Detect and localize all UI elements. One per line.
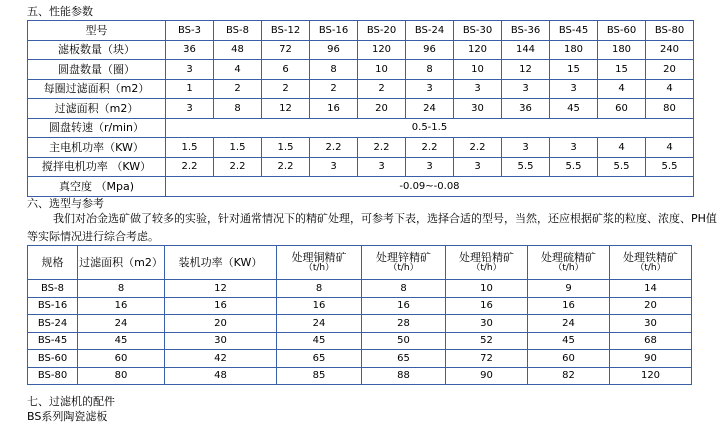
row-label: BS-45	[28, 332, 78, 350]
table-cell: 60	[598, 99, 646, 119]
table-cell: 48	[214, 40, 262, 60]
table-row	[28, 177, 694, 197]
table-row	[28, 138, 694, 158]
table-cell: 30	[446, 315, 528, 333]
table-cell: 10	[454, 60, 502, 80]
model-header-cell: BS-60	[598, 21, 646, 41]
table-row	[28, 40, 694, 60]
table-cell: 3	[406, 79, 454, 99]
table-cell: 65	[277, 350, 362, 368]
model-header-cell: BS-16	[310, 21, 358, 41]
table-cell: 16	[528, 297, 610, 315]
row-label: 圆盘数量（圈）	[28, 60, 166, 80]
model-header-cell: BS-45	[550, 21, 598, 41]
table-cell: 12	[502, 60, 550, 80]
row-label: 搅拌电机功率 （KW）	[28, 157, 166, 177]
column-header-label: 处理锌精矿	[376, 250, 431, 264]
table-cell: 85	[277, 367, 362, 385]
table-cell: 45	[78, 332, 165, 350]
table-cell: 4	[598, 138, 646, 158]
column-header-label: 装机功率（KW）	[178, 256, 263, 269]
table-cell: 96	[310, 40, 358, 60]
table-cell: 80	[78, 367, 165, 385]
column-header	[277, 246, 362, 280]
table-cell: 60	[528, 350, 610, 368]
column-header-label: 处理铜精矿	[291, 250, 347, 264]
table-cell: 3	[310, 157, 358, 177]
performance-table	[27, 20, 694, 197]
column-header	[28, 246, 78, 280]
table-cell: 2.2	[262, 157, 310, 177]
table-header-row	[28, 21, 694, 41]
table-cell: 1.5	[262, 138, 310, 158]
table-cell: 4	[214, 60, 262, 80]
table-cell: 3	[502, 138, 550, 158]
table-cell: 8	[78, 280, 165, 298]
column-header	[610, 246, 692, 280]
table-cell: 20	[358, 99, 406, 119]
table-row	[28, 350, 692, 368]
table-cell: 5.5	[598, 157, 646, 177]
column-header-unit: （t/h）	[303, 262, 335, 273]
table-cell: 90	[446, 367, 528, 385]
table-cell: 88	[362, 367, 446, 385]
model-header-cell: BS-80	[646, 21, 694, 41]
column-header	[362, 246, 446, 280]
column-header	[446, 246, 528, 280]
column-header-unit: （t/h）	[635, 262, 666, 273]
column-header-label: 处理铁精矿	[623, 250, 678, 264]
table-cell: 16	[446, 297, 528, 315]
table-cell: 3	[406, 157, 454, 177]
table-row	[28, 315, 692, 333]
table-cell: 1.5	[214, 138, 262, 158]
column-header	[528, 246, 610, 280]
speed-value: 0.5-1.5	[166, 118, 694, 138]
section5-title: 五、性能参数	[27, 5, 93, 18]
table-cell: 36	[166, 40, 214, 60]
table-row	[28, 332, 692, 350]
column-header-unit: （t/h）	[471, 262, 502, 273]
table-header-row	[28, 246, 692, 280]
table-cell: 4	[646, 138, 694, 158]
model-header-cell: BS-20	[358, 21, 406, 41]
column-header-unit: （t/h）	[388, 262, 419, 273]
table-cell: 68	[610, 332, 692, 350]
table-cell: 3	[550, 138, 598, 158]
section7-subtitle: BS系列陶瓷滤板	[27, 410, 108, 423]
table-cell: 30	[454, 99, 502, 119]
table-cell: 96	[406, 40, 454, 60]
table-row	[28, 79, 694, 99]
row-label: BS-24	[28, 315, 78, 333]
column-header	[165, 246, 277, 280]
table-cell: 2.2	[454, 138, 502, 158]
table-cell: 2.2	[406, 138, 454, 158]
table-cell: 82	[528, 367, 610, 385]
row-label: 每圈过滤面积（m2）	[28, 79, 166, 99]
table-cell: 15	[598, 60, 646, 80]
table-cell: 45	[528, 332, 610, 350]
table-cell: 24	[406, 99, 454, 119]
table-cell: 24	[277, 315, 362, 333]
table-cell: 3	[502, 79, 550, 99]
table-cell: 144	[502, 40, 550, 60]
model-header-label: 型号	[28, 21, 166, 41]
table-cell: 1	[166, 79, 214, 99]
table-cell: 36	[502, 99, 550, 119]
table-cell: 65	[362, 350, 446, 368]
table-cell: 30	[165, 332, 277, 350]
table-cell: 3	[454, 79, 502, 99]
selection-paragraph: 我们对冶金选矿做了较多的实验，针对通常情况下的精矿处理，可参考下表，选择合适的型号，当然，还应根据矿浆的粒度、浓度、PH值等实际情况进行综合考虑。	[27, 212, 717, 243]
table-cell: 72	[262, 40, 310, 60]
table-cell: 4	[646, 79, 694, 99]
table-cell: 45	[277, 332, 362, 350]
table-cell: 8	[406, 60, 454, 80]
table-cell: 2	[262, 79, 310, 99]
table-cell: 45	[550, 99, 598, 119]
row-label: BS-16	[28, 297, 78, 315]
model-header-cell: BS-12	[262, 21, 310, 41]
table-cell: 16	[277, 297, 362, 315]
row-label: BS-8	[28, 280, 78, 298]
table-cell: 2.2	[358, 138, 406, 158]
table-cell: 10	[446, 280, 528, 298]
table-cell: 8	[362, 280, 446, 298]
table-cell: 180	[598, 40, 646, 60]
column-header-label: 规格	[41, 256, 64, 269]
row-label: 圆盘转速（r/min）	[28, 118, 166, 138]
table-cell: 16	[165, 297, 277, 315]
table-row	[28, 280, 692, 298]
table-cell: 8	[277, 280, 362, 298]
table-cell: 15	[550, 60, 598, 80]
table-row	[28, 99, 694, 119]
section6-title: 六、选型与参考	[27, 197, 104, 210]
model-header-cell: BS-24	[406, 21, 454, 41]
table-cell: 2	[214, 79, 262, 99]
row-label: 真空度 （Mpa)	[28, 177, 166, 197]
table-cell: 24	[528, 315, 610, 333]
table-cell: 3	[166, 60, 214, 80]
table-cell: 2.2	[214, 157, 262, 177]
table-cell: 48	[165, 367, 277, 385]
table-cell: 2	[358, 79, 406, 99]
table-cell: 20	[610, 297, 692, 315]
selection-table	[27, 245, 692, 385]
table-cell: 2	[310, 79, 358, 99]
table-cell: 16	[362, 297, 446, 315]
table-cell: 2.2	[310, 138, 358, 158]
vacuum-value: -0.09~-0.08	[166, 177, 694, 197]
table-cell: 60	[78, 350, 165, 368]
table-cell: 3	[358, 157, 406, 177]
model-header-cell: BS-8	[214, 21, 262, 41]
table-cell: 5.5	[550, 157, 598, 177]
table-cell: 20	[646, 60, 694, 80]
table-cell: 9	[528, 280, 610, 298]
table-cell: 50	[362, 332, 446, 350]
table-cell: 1.5	[166, 138, 214, 158]
table-cell: 30	[610, 315, 692, 333]
table-cell: 28	[362, 315, 446, 333]
model-header-cell: BS-36	[502, 21, 550, 41]
column-header-label: 处理铅精矿	[459, 250, 514, 264]
table-row	[28, 297, 692, 315]
row-label: BS-80	[28, 367, 78, 385]
column-header	[78, 246, 165, 280]
table-cell: 240	[646, 40, 694, 60]
model-header-cell: BS-30	[454, 21, 502, 41]
table-cell: 3	[550, 79, 598, 99]
table-row	[28, 157, 694, 177]
table-cell: 52	[446, 332, 528, 350]
table-cell: 72	[446, 350, 528, 368]
table-row	[28, 60, 694, 80]
table-cell: 3	[166, 99, 214, 119]
section7-title: 七、过滤机的配件	[27, 395, 115, 408]
table-cell: 120	[610, 367, 692, 385]
table-row	[28, 367, 692, 385]
table-cell: 4	[598, 79, 646, 99]
table-row	[28, 118, 694, 138]
row-label: 过滤面积（m2）	[28, 99, 166, 119]
table-cell: 180	[550, 40, 598, 60]
column-header-label: 过滤面积（m2）	[79, 256, 163, 269]
column-header-label: 处理硫精矿	[541, 250, 596, 264]
table-cell: 12	[262, 99, 310, 119]
table-cell: 2.2	[166, 157, 214, 177]
table-cell: 5.5	[502, 157, 550, 177]
column-header-unit: （t/h）	[553, 262, 584, 273]
table-cell: 120	[454, 40, 502, 60]
table-cell: 42	[165, 350, 277, 368]
row-label: 主电机功率（KW）	[28, 138, 166, 158]
table-cell: 3	[454, 157, 502, 177]
model-header-cell: BS-3	[166, 21, 214, 41]
table-cell: 120	[358, 40, 406, 60]
table-cell: 10	[358, 60, 406, 80]
table-cell: 8	[310, 60, 358, 80]
table-cell: 24	[78, 315, 165, 333]
table-cell: 20	[165, 315, 277, 333]
table-cell: 16	[78, 297, 165, 315]
table-cell: 90	[610, 350, 692, 368]
table-cell: 16	[310, 99, 358, 119]
table-cell: 5.5	[646, 157, 694, 177]
row-label: 滤板数量（块）	[28, 40, 166, 60]
row-label: BS-60	[28, 350, 78, 368]
table-cell: 80	[646, 99, 694, 119]
table-cell: 12	[165, 280, 277, 298]
table-cell: 8	[214, 99, 262, 119]
table-cell: 14	[610, 280, 692, 298]
table-cell: 6	[262, 60, 310, 80]
